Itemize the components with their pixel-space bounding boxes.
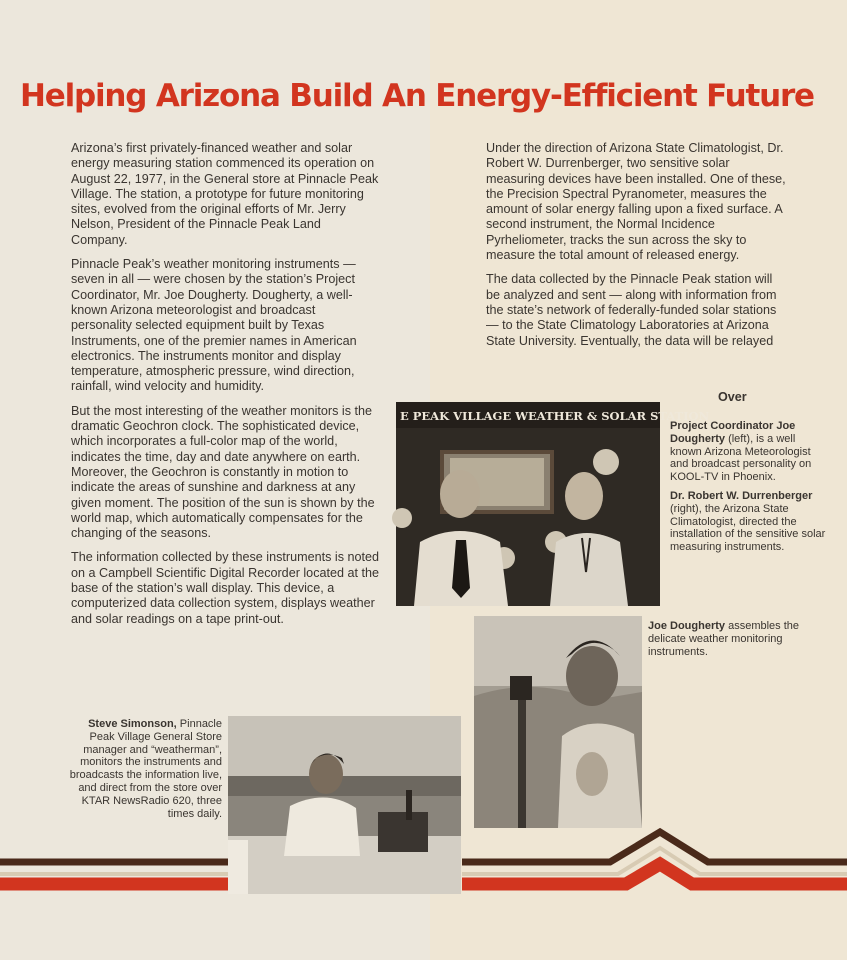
paragraph: Pinnacle Peak’s weather monitoring instruments — seven in all — were chosen by the station’s Project Coordinator, Mr. Joe Dougherty. Dougherty, a well-known Arizona meteorologist and broadcast personality selected equipment built by Texas Instruments, one of the premier names in American electronics. The instruments monitor and display temperature, atmospheric pressure, wind direction, rainfall, wind velocity and humidity. bbox=[71, 257, 357, 394]
continued-over-label: Over bbox=[718, 390, 747, 404]
caption-text: assembles the delicate weather monitoring instruments. bbox=[648, 620, 800, 658]
paragraph: But the most interesting of the weather monitors is the dramatic Geochron clock. The sophisticated device, which incorporates a full-color map of the world, indicates the time, day and date anywhere on earth. Moreover, the Geochron is constantly in motion to indicate the areas of sunshine and darkness at any given moment. The position of the sun is shown by the world map, which automatically compensates for the changing of the seasons. bbox=[71, 403, 375, 541]
paragraph: The data collected by the Pinnacle Peak station will be analyzed and sent — along with information from the state’s network of federally-funded solar stations — to the State Climatology Laboratories at Arizona State University. Eventually, the data will be relayed bbox=[486, 272, 777, 348]
paragraph: Under the direction of Arizona State Climatologist, Dr. Robert W. Durrenberger, two sensitive solar measuring devices have been installed. One of these, the Precision Spectral Pyranometer, measures the amount of solar energy falling upon a fixed surface. A second instrument, the Normal Incidence Pyrheliometer, tracks the sun across the sky to measure the total amount of released energy. bbox=[486, 141, 786, 263]
caption-name: Dr. Robert W. Durrenberger bbox=[670, 489, 813, 502]
page-title: Helping Arizona Build An Energy-Efficient Future bbox=[20, 78, 814, 114]
station-photo bbox=[396, 402, 710, 606]
caption-simonson bbox=[62, 718, 222, 826]
paragraph: Arizona’s first privately-financed weather and solar energy measuring station commenced its operation on August 22, 1977, in the General store at Pinnacle Peak Village. The station, a prototype for future monitoring sites, evolved from the original efforts of Mr. Jerry Nelson, President of the Pinnacle Peak Land Company. bbox=[71, 141, 379, 247]
paragraph: The information collected by these instruments is noted on a Campbell Scientific Digital Recorder located at the base of the station’s wall display. This device, a computerized data collection system, displays weather and solar readings on a tape print-out. bbox=[71, 550, 380, 626]
caption-text: (right), the Arizona State Climatologist, directed the installation of the sensitive solar measuring instruments. bbox=[670, 502, 826, 554]
caption-name: Steve Simonson, bbox=[88, 718, 177, 730]
caption-station bbox=[670, 420, 830, 560]
caption-name: Joe Dougherty bbox=[648, 620, 726, 632]
caption-assembly bbox=[648, 620, 823, 664]
station-sign-text: E PEAK VILLAGE WEATHER & SOLAR STATION bbox=[400, 409, 710, 423]
article-column-right bbox=[486, 141, 786, 358]
caption-text: Pinnacle Peak Village General Store manager and “weatherman”, monitors the instruments and broadcasts the information live, and direct from the store over KTAR NewsRadio 620, three times daily. bbox=[69, 718, 222, 820]
caption-text: (left), is a well known Arizona Meteorologist and broadcast personality on KOOL-TV in Phoenix. bbox=[670, 432, 812, 484]
caption-name: Project Coordinator Joe Dougherty bbox=[670, 420, 796, 445]
assembly-photo bbox=[474, 616, 642, 828]
article-column-left bbox=[71, 141, 379, 636]
decorative-stripes bbox=[0, 820, 847, 900]
